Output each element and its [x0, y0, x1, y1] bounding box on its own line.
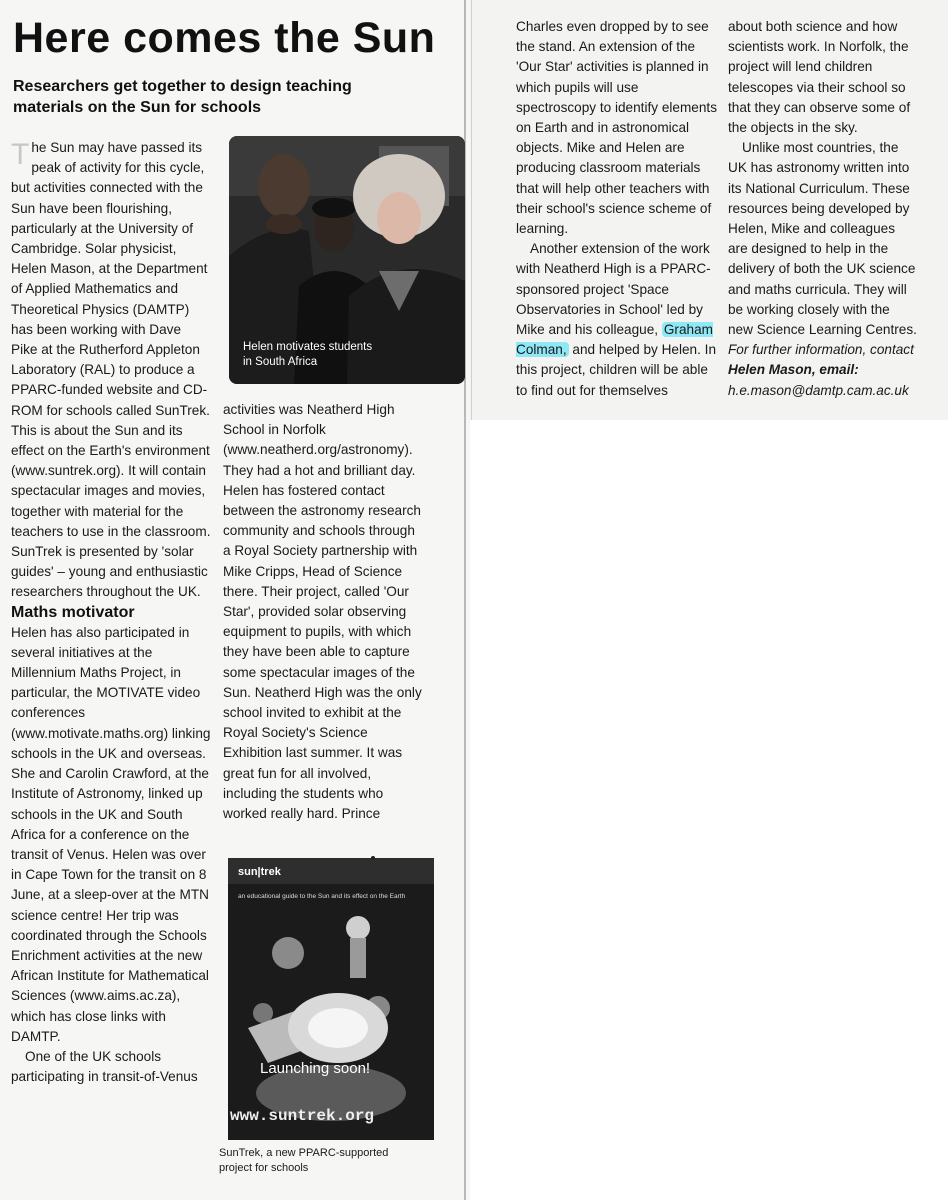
neatherd-paragraph: activities was Neatherd High School in Norfolk (www.neatherd.org/astronomy). They had a hot and brilliant day. Helen has fostered contact between the astronomy research community and schools through a Royal Society partnership with Mike Cripps, Head of Science there. Their project, called 'Our Star', provided solar observing equipment to pupils, with which they have been able to capture some spectacular images of the Sun. Neatherd High was the only school invited to exhibit at the Royal Society's Science Exhibition last summer. It was great fun for all involved, including the students who worked really hard. Prince: [223, 402, 422, 822]
column-3: [516, 17, 720, 401]
subhead-maths-motivator: Maths motivator: [11, 603, 135, 621]
poster-image: [228, 858, 434, 1140]
curriculum-paragraph: Unlike most countries, the UK has astronomy written into its National Curriculum. These resources being developed by Helen, Mike and colleagues are designed to help in the delivery of both the UK science and maths curricula. They will be working closely with the new Science Learning Centres.: [728, 140, 917, 338]
page-edge-line: [471, 0, 472, 420]
scan-speck: [371, 856, 375, 860]
suntrek-poster: [228, 858, 434, 1140]
photo-caption: Helen motivates students in South Africa: [243, 341, 373, 368]
column-2: [223, 400, 423, 824]
intro-text: he Sun may have passed its peak of activity for this cycle, but activities connected with the Sun have been flourishing, particularly at the University of Cambridge. Solar physicist, Helen Mason, at the Department of Applied Mathematics and Theoretical Physics (DAMTP) has been working with Dave Pike at the Rutherford Appleton Laboratory (RAL) to produce a PPARC-funded website and CD-ROM for schools called SunTrek. This is about the Sun and its effect on the Earth's environment (www.suntrek.org). It will contain spectacular images and movies, together with material for the teachers to use in the classroom. SunTrek is presented by 'solar guides' – young and enthusiastic researchers throughout the UK.: [11, 140, 211, 600]
intro-paragraph: [11, 138, 211, 603]
contact-name: Helen Mason, email:: [728, 362, 859, 378]
schools-paragraph-start: One of the UK schools participating in transit-of-Venus: [11, 1048, 198, 1085]
prince-charles-paragraph: Charles even dropped by to see the stand. An extension of the 'Our Star' activities is planned in which pupils will use spectroscopy to identify elements on Earth and in astronomical objects. Mike and Helen are producing classroom materials that will help other teachers with their school's science scheme of learning.: [516, 19, 717, 237]
poster-launch: Launching soon!: [260, 1060, 371, 1077]
space-observatories-paragraph: [516, 239, 720, 401]
telescopes-paragraph: about both science and how scientists work. In Norfolk, the project will lend children telescopes via their school so that they can observe some of the objects in the sky.: [728, 19, 911, 136]
poster-caption: SunTrek, a new PPARC-supported project for schools: [219, 1147, 389, 1174]
drop-cap: T: [11, 138, 30, 171]
observatories-text: Another extension of the work with Neatherd High is a PPARC-sponsored project 'Space Observatories in School' led by Mike and his colleague,: [516, 241, 711, 338]
column-4: [728, 17, 918, 401]
highlighted-name: Graham Colman,: [516, 322, 713, 358]
contact-line: For further information, contact: [728, 342, 914, 358]
article-headline: Here comes the Sun: [13, 14, 436, 62]
column-1: [11, 138, 211, 1087]
maths-paragraph: Helen has also participated in several initiatives at the Millennium Maths Project, in particular, the MOTIVATE video conferences (www.motivate.maths.org) linking schools in the UK and overseas. She and Carolin Crawford, at the Institute of Astronomy, linked up schools in the UK and South Africa for a conference on the transit of Venus. Helen was over in Cape Town for the transit on 8 June, at a sleep-over at the MTN science centre! Her trip was coordinated through the Schools Enrichment activities at the new African Institute for Mathematical Sciences (www.aims.ac.za), which has close links with DAMTP.: [11, 624, 211, 1044]
contact-email[interactable]: h.e.mason@damtp.cam.ac.uk: [728, 382, 909, 398]
poster-brand: sun|trek: [238, 866, 281, 878]
poster-url: www.suntrek.org: [230, 1107, 375, 1125]
article-standfirst: Researchers get together to design teaching materials on the Sun for schools: [13, 78, 352, 116]
observatories-text-end: and helped by Helen. In this project, children will be able to find out for themselves: [516, 342, 717, 398]
photo-helen-students: [229, 136, 465, 384]
poster-tagline: an educational guide to the Sun and its effect on the Earth: [238, 893, 406, 900]
